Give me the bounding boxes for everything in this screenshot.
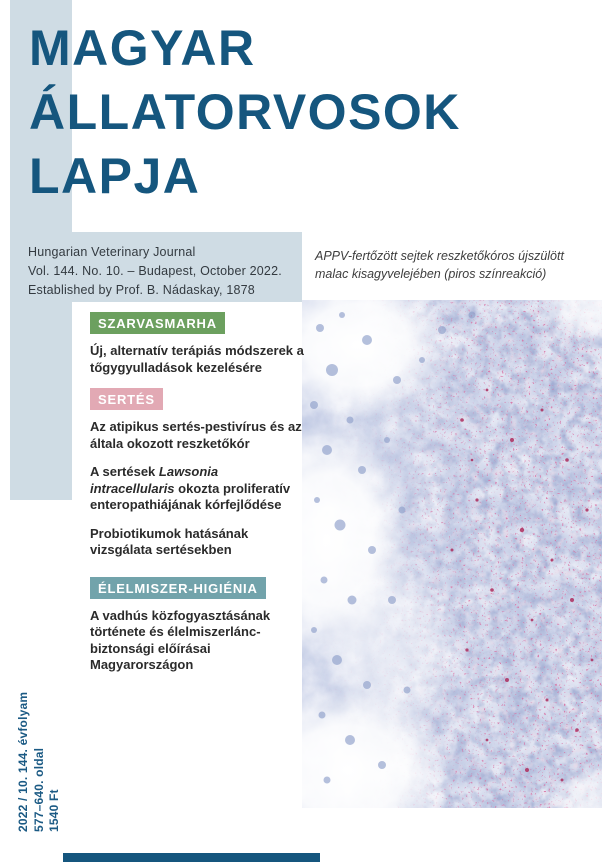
section-label-szarvasmarha: SZARVASMARHA	[90, 312, 225, 334]
section-label-elelmiszer-higienia: ÉLELMISZER-HIGIÉNIA	[90, 577, 266, 599]
masthead-title	[29, 16, 461, 208]
journal-info-line-3: Established by Prof. B. Nádaskay, 1878	[28, 283, 255, 297]
cover-image-caption: APPV-fertőzött sejtek reszketőkóros újszülött malac kisagyvelejében (piros színreakció)	[315, 249, 564, 281]
journal-info-box	[10, 232, 302, 302]
cover-histology-image	[302, 300, 602, 808]
article-title: Probiotikumok hatásának vizsgálata sertésekben	[90, 525, 249, 557]
spine-info	[16, 692, 63, 832]
article-title: A vadhús közfogyasztásának története és élelmiszerlánc-biztonsági előírásai Magyarországon	[90, 607, 271, 672]
masthead-title-line-2: ÁLLATORVOSOK	[29, 84, 461, 140]
article-title: Új, alternatív terápiás módszerek a tőgygyulladások kezelésére	[90, 343, 304, 375]
journal-info-line-1: Hungarian Veterinary Journal	[28, 245, 196, 259]
table-of-contents	[90, 312, 304, 686]
masthead-title-line-3: LAPJA	[29, 148, 201, 204]
bottom-accent-bar	[63, 853, 320, 862]
masthead-title-line-1: MAGYAR	[29, 20, 256, 76]
journal-info-line-2: Vol. 144. No. 10. – Budapest, October 2022.	[28, 264, 282, 278]
article-title: Az atipikus sertés-pestivírus és az általa okozott reszketőkór	[90, 419, 302, 451]
article-title: A sertések Lawsonia intracellularis okozta proliferatív enteropathiájának kórfejlődése	[90, 464, 291, 512]
spine-volume: 2022 / 10. 144. évfolyam	[16, 691, 30, 832]
section-label-sertes: SERTÉS	[90, 388, 163, 410]
spine-pages: 577–640. oldal	[31, 747, 46, 832]
spine-price: 1540 Ft	[47, 789, 61, 832]
